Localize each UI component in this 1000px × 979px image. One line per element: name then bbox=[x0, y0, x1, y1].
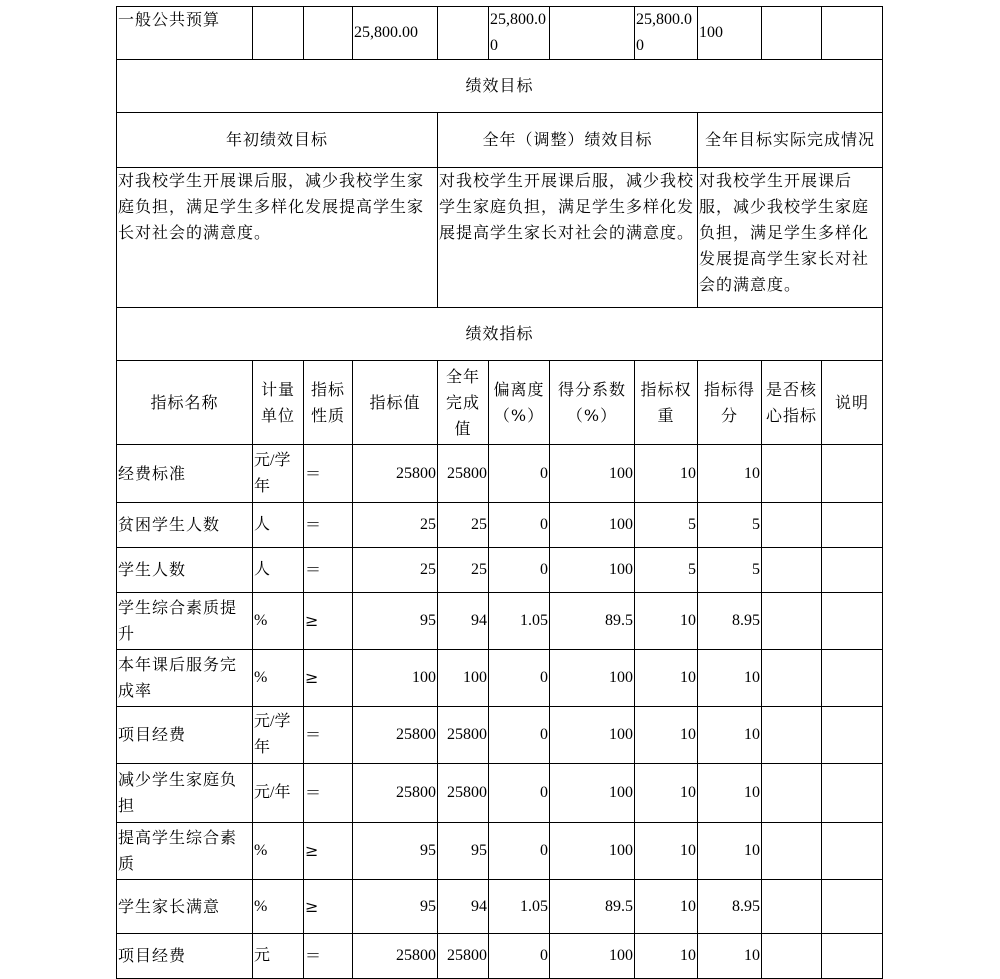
goals-text-adjusted: 对我校学生开展课后服，减少我校学生家庭负担，满足学生多样化发展提高学生家长对社会的满意度。 bbox=[438, 168, 698, 308]
indicator-score: 10 bbox=[698, 650, 762, 707]
indicator-note bbox=[822, 823, 883, 880]
indicator-name: 经费标准 bbox=[117, 445, 253, 503]
performance-table bbox=[116, 6, 883, 979]
indicator-nature: ＝ bbox=[304, 548, 353, 593]
indicator-coefficient: 100 bbox=[550, 548, 635, 593]
table-row bbox=[117, 593, 883, 650]
indicator-name: 项目经费 bbox=[117, 707, 253, 764]
indicator-note bbox=[822, 503, 883, 548]
budget-amount-adjusted: 25,800.00 bbox=[489, 7, 550, 60]
goals-header-actual: 全年目标实际完成情况 bbox=[698, 113, 883, 168]
indicator-actual: 25800 bbox=[438, 707, 489, 764]
indicator-deviation: 0 bbox=[489, 650, 550, 707]
indicator-weight: 10 bbox=[635, 707, 698, 764]
indicator-target: 25800 bbox=[353, 764, 438, 823]
indicator-target: 95 bbox=[353, 593, 438, 650]
indicator-note bbox=[822, 593, 883, 650]
indicator-deviation: 0 bbox=[489, 445, 550, 503]
indicator-nature: ＝ bbox=[304, 707, 353, 764]
indicator-nature: ≥ bbox=[304, 593, 353, 650]
budget-cell-blank bbox=[822, 7, 883, 60]
indicator-nature: ＝ bbox=[304, 934, 353, 979]
indicator-weight: 10 bbox=[635, 445, 698, 503]
indicator-note bbox=[822, 707, 883, 764]
indicator-unit: 人 bbox=[253, 548, 304, 593]
table-row bbox=[117, 445, 883, 503]
indicator-nature: ≥ bbox=[304, 823, 353, 880]
indicator-deviation: 0 bbox=[489, 707, 550, 764]
budget-row bbox=[117, 7, 883, 60]
indicator-deviation: 0 bbox=[489, 764, 550, 823]
header-actual-value: 全年完成值 bbox=[438, 361, 489, 445]
indicator-note bbox=[822, 445, 883, 503]
indicator-unit: 元/学年 bbox=[253, 707, 304, 764]
indicator-target: 25 bbox=[353, 503, 438, 548]
indicator-unit: % bbox=[253, 823, 304, 880]
header-nature: 指标性质 bbox=[304, 361, 353, 445]
table-row bbox=[117, 548, 883, 593]
indicator-weight: 5 bbox=[635, 548, 698, 593]
indicator-name: 学生综合素质提升 bbox=[117, 593, 253, 650]
budget-amount-executed: 25,800.00 bbox=[635, 7, 698, 60]
budget-cell-blank bbox=[253, 7, 304, 60]
indicator-nature: ＝ bbox=[304, 445, 353, 503]
indicator-coefficient: 100 bbox=[550, 823, 635, 880]
indicator-coefficient: 89.5 bbox=[550, 593, 635, 650]
indicator-score: 10 bbox=[698, 934, 762, 979]
indicator-actual: 25 bbox=[438, 548, 489, 593]
indicator-actual: 25800 bbox=[438, 934, 489, 979]
indicator-nature: ＝ bbox=[304, 503, 353, 548]
indicator-coefficient: 100 bbox=[550, 650, 635, 707]
indicator-note bbox=[822, 934, 883, 979]
indicator-rows bbox=[117, 445, 883, 979]
table-row bbox=[117, 650, 883, 707]
indicator-note bbox=[822, 650, 883, 707]
goals-section-title: 绩效目标 bbox=[117, 60, 883, 113]
goals-text-row bbox=[117, 168, 883, 308]
indicator-coefficient: 89.5 bbox=[550, 880, 635, 934]
indicator-core bbox=[762, 593, 822, 650]
budget-name: 一般公共预算 bbox=[117, 7, 253, 60]
indicator-note bbox=[822, 764, 883, 823]
indicator-target: 25800 bbox=[353, 934, 438, 979]
header-note: 说明 bbox=[822, 361, 883, 445]
indicators-section-title: 绩效指标 bbox=[117, 308, 883, 361]
indicator-weight: 10 bbox=[635, 650, 698, 707]
indicator-unit: 元/年 bbox=[253, 764, 304, 823]
indicator-coefficient: 100 bbox=[550, 934, 635, 979]
indicator-target: 100 bbox=[353, 650, 438, 707]
header-score: 指标得分 bbox=[698, 361, 762, 445]
indicator-unit: % bbox=[253, 593, 304, 650]
indicator-note bbox=[822, 880, 883, 934]
indicator-name: 学生人数 bbox=[117, 548, 253, 593]
budget-cell-blank bbox=[762, 7, 822, 60]
goals-text-initial: 对我校学生开展课后服，减少我校学生家庭负担，满足学生多样化发展提高学生家长对社会的满意度。 bbox=[117, 168, 438, 308]
budget-cell-blank bbox=[550, 7, 635, 60]
budget-amount-initial: 25,800.00 bbox=[353, 7, 438, 60]
indicator-deviation: 1.05 bbox=[489, 880, 550, 934]
indicator-actual: 95 bbox=[438, 823, 489, 880]
table-row bbox=[117, 503, 883, 548]
goals-header-adjusted: 全年（调整）绩效目标 bbox=[438, 113, 698, 168]
indicator-target: 25800 bbox=[353, 707, 438, 764]
indicator-unit: 元/学年 bbox=[253, 445, 304, 503]
indicator-core bbox=[762, 503, 822, 548]
indicator-deviation: 0 bbox=[489, 934, 550, 979]
indicator-score: 5 bbox=[698, 503, 762, 548]
indicator-unit: 人 bbox=[253, 503, 304, 548]
indicator-core bbox=[762, 445, 822, 503]
indicator-score: 5 bbox=[698, 548, 762, 593]
header-is-core: 是否核心指标 bbox=[762, 361, 822, 445]
indicator-weight: 10 bbox=[635, 934, 698, 979]
indicator-score: 10 bbox=[698, 707, 762, 764]
indicator-core bbox=[762, 707, 822, 764]
indicator-actual: 94 bbox=[438, 593, 489, 650]
indicator-actual: 25 bbox=[438, 503, 489, 548]
indicators-section-row bbox=[117, 308, 883, 361]
indicator-nature: ≥ bbox=[304, 650, 353, 707]
table-row bbox=[117, 707, 883, 764]
indicator-actual: 25800 bbox=[438, 445, 489, 503]
header-deviation: 偏离度（%） bbox=[489, 361, 550, 445]
indicator-deviation: 0 bbox=[489, 503, 550, 548]
goals-header-initial: 年初绩效目标 bbox=[117, 113, 438, 168]
indicator-deviation: 0 bbox=[489, 823, 550, 880]
goals-header-row bbox=[117, 113, 883, 168]
indicator-actual: 25800 bbox=[438, 764, 489, 823]
indicator-core bbox=[762, 823, 822, 880]
indicator-name: 减少学生家庭负担 bbox=[117, 764, 253, 823]
indicator-name: 本年课后服务完成率 bbox=[117, 650, 253, 707]
table-row bbox=[117, 764, 883, 823]
header-target-value: 指标值 bbox=[353, 361, 438, 445]
indicator-coefficient: 100 bbox=[550, 707, 635, 764]
indicator-nature: ＝ bbox=[304, 764, 353, 823]
indicator-target: 25800 bbox=[353, 445, 438, 503]
indicator-weight: 10 bbox=[635, 880, 698, 934]
indicator-weight: 10 bbox=[635, 764, 698, 823]
indicator-name: 提高学生综合素质 bbox=[117, 823, 253, 880]
indicator-nature: ≥ bbox=[304, 880, 353, 934]
indicator-deviation: 1.05 bbox=[489, 593, 550, 650]
indicator-score: 10 bbox=[698, 764, 762, 823]
indicator-score: 8.95 bbox=[698, 593, 762, 650]
indicator-core bbox=[762, 880, 822, 934]
indicator-target: 95 bbox=[353, 823, 438, 880]
goals-section-row bbox=[117, 60, 883, 113]
indicator-note bbox=[822, 548, 883, 593]
indicator-name: 项目经费 bbox=[117, 934, 253, 979]
budget-cell-blank bbox=[438, 7, 489, 60]
indicator-actual: 100 bbox=[438, 650, 489, 707]
indicator-coefficient: 100 bbox=[550, 503, 635, 548]
budget-cell-blank bbox=[304, 7, 353, 60]
indicator-core bbox=[762, 934, 822, 979]
indicator-score: 10 bbox=[698, 823, 762, 880]
goals-text-actual: 对我校学生开展课后服，减少我校学生家庭负担，满足学生多样化发展提高学生家长对社会的满意度。 bbox=[698, 168, 883, 308]
indicator-coefficient: 100 bbox=[550, 764, 635, 823]
table-row bbox=[117, 934, 883, 979]
table-row bbox=[117, 823, 883, 880]
indicator-name: 学生家长满意 bbox=[117, 880, 253, 934]
indicator-unit: % bbox=[253, 650, 304, 707]
indicator-score: 8.95 bbox=[698, 880, 762, 934]
indicator-target: 25 bbox=[353, 548, 438, 593]
indicator-coefficient: 100 bbox=[550, 445, 635, 503]
indicator-target: 95 bbox=[353, 880, 438, 934]
indicator-unit: 元 bbox=[253, 934, 304, 979]
indicator-score: 10 bbox=[698, 445, 762, 503]
indicator-weight: 5 bbox=[635, 503, 698, 548]
header-weight: 指标权重 bbox=[635, 361, 698, 445]
header-indicator-name: 指标名称 bbox=[117, 361, 253, 445]
indicator-unit: % bbox=[253, 880, 304, 934]
indicator-core bbox=[762, 650, 822, 707]
indicator-weight: 10 bbox=[635, 823, 698, 880]
header-unit: 计量单位 bbox=[253, 361, 304, 445]
indicator-core bbox=[762, 764, 822, 823]
indicator-core bbox=[762, 548, 822, 593]
table-row bbox=[117, 880, 883, 934]
budget-execution-rate: 100 bbox=[698, 7, 762, 60]
indicator-actual: 94 bbox=[438, 880, 489, 934]
indicators-header-row bbox=[117, 361, 883, 445]
indicator-name: 贫困学生人数 bbox=[117, 503, 253, 548]
indicator-weight: 10 bbox=[635, 593, 698, 650]
header-score-coefficient: 得分系数（%） bbox=[550, 361, 635, 445]
indicator-deviation: 0 bbox=[489, 548, 550, 593]
